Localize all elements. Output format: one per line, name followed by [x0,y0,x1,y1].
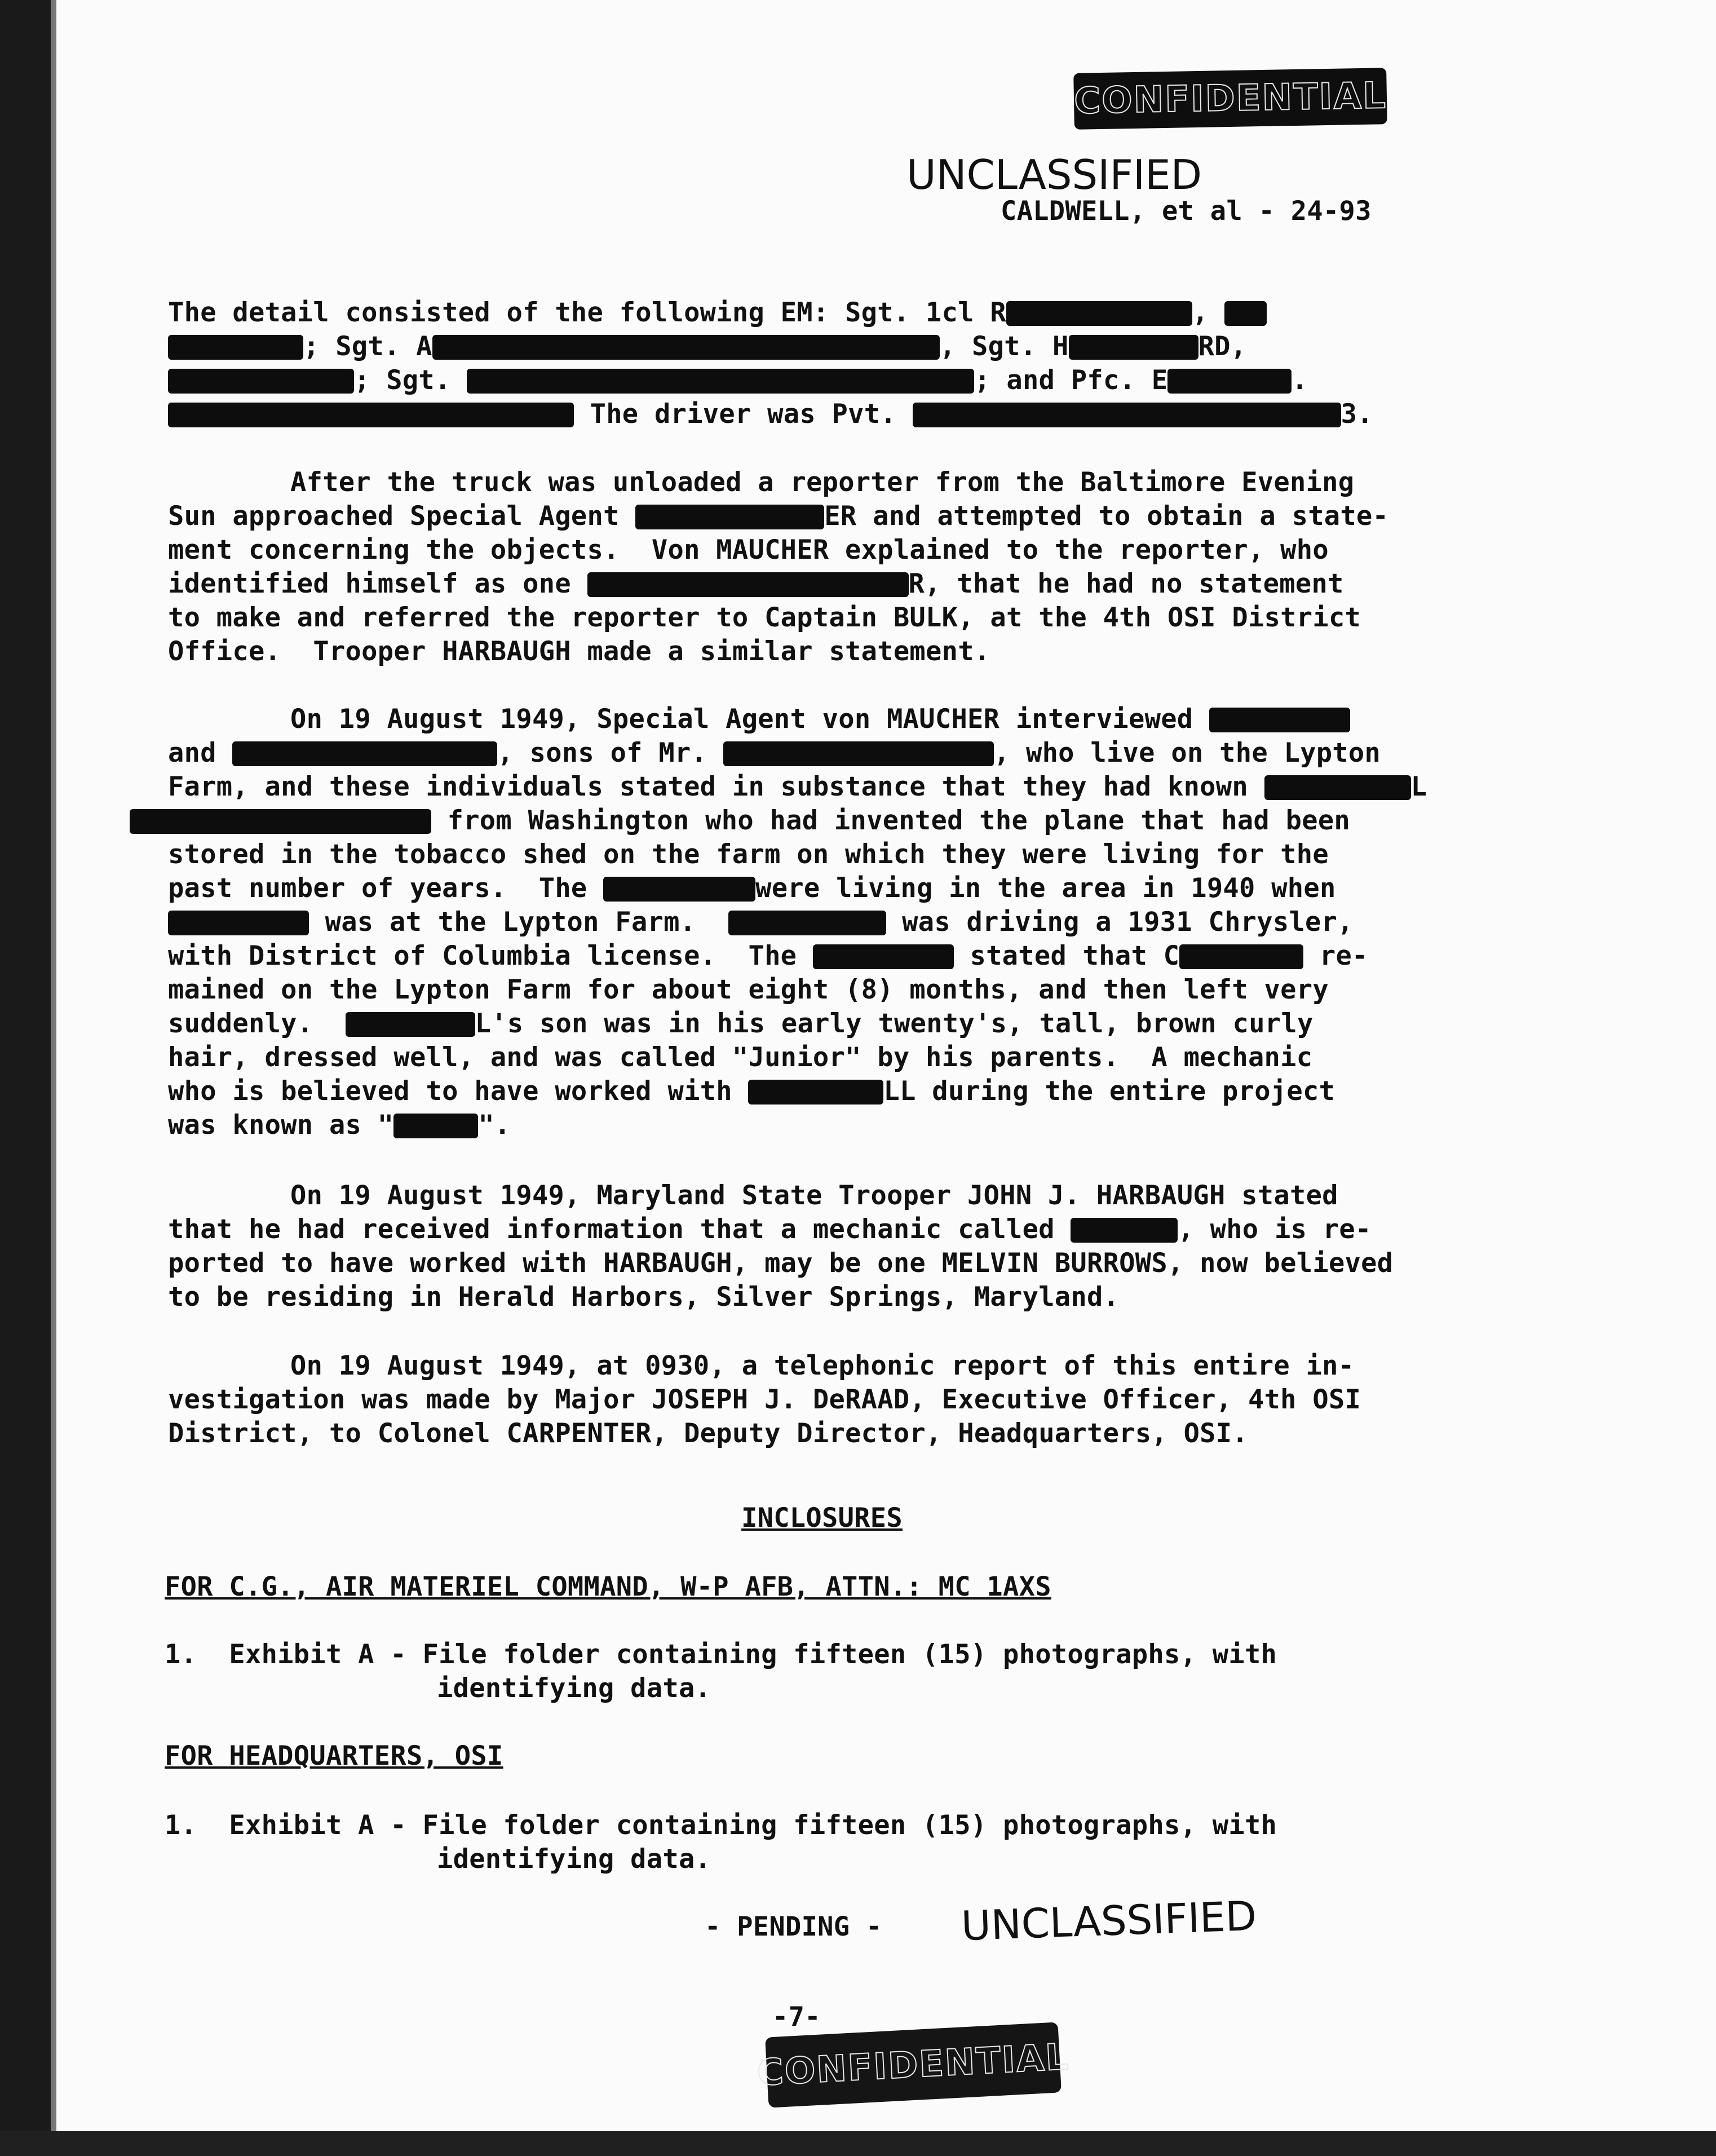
para5-line3: District, to Colonel CARPENTER, Deputy Director, Headquarters, OSI. [168,1418,1248,1449]
para1-text: RD, [1198,331,1247,362]
scan-border-left [0,0,51,2156]
redaction-bar [1264,775,1411,800]
para3-text: LL during the entire project [883,1076,1335,1107]
para1-line2 [168,330,1246,364]
para3-text: ". [478,1110,511,1141]
para3-line11: hair, dressed well, and was called "Junior" by his parents. A mechanic [168,1042,1313,1073]
redaction-bar [432,335,940,360]
inclosures-group2-item-line2: identifying data. [437,1844,711,1875]
para2-line3: ment concerning the objects. Von MAUCHER explained to the reporter, who [168,534,1329,565]
para2-text: Sun approached Special Agent [168,501,620,532]
para3-text: , sons of Mr. [497,737,707,768]
para3-text: were living in the area in 1940 when [755,873,1336,904]
file-reference: CALDWELL, et al - 24-93 [1001,196,1372,227]
redaction-bar [1167,369,1292,394]
redaction-bar [748,1080,883,1104]
para3-text: from Washington who had invented the plane that had been [447,805,1351,836]
unclassified-stamp-top: UNCLASSIFIED [906,151,1202,198]
inclosures-group1-item-line2: identifying data. [437,1673,711,1704]
para3-text: was known as " [168,1110,394,1141]
para3-text: with District of Columbia license. The [168,940,797,971]
para3-text: L [1410,771,1427,802]
para3-text: who is believed to have worked with [168,1076,732,1107]
confidential-stamp-top [1073,68,1387,130]
para3-line5: stored in the tobacco shed on the farm on which they were living for the [168,839,1329,870]
para4-line3: ported to have worked with HARBAUGH, may be one MELVIN BURROWS, now believed [168,1248,1394,1279]
para3-text: Farm, and these individuals stated in substance that they had known [168,771,1248,802]
redaction-bar [393,1114,478,1138]
para3-text: re- [1319,940,1368,971]
para2-line5: to make and referred the reporter to Captain BULK, at the 4th OSI District [168,602,1361,633]
redaction-bar [232,741,497,766]
para3-line3 [168,770,1427,804]
para3-text: stated that C [970,940,1180,971]
para2-line1: After the truck was unloaded a reporter from the Baltimore Evening [290,467,1355,498]
para3-text: was at the Lypton Farm. [325,907,696,938]
para3-text: was driving a 1931 Chrysler, [902,907,1354,938]
para1-line4 [168,397,1373,431]
para1-text: , [1192,297,1209,328]
confidential-stamp-bottom [756,2022,1071,2108]
para1-text: ; Sgt. [354,365,451,396]
para3-line6 [168,872,1336,905]
inclosures-group2-heading: FOR HEADQUARTERS, OSI [165,1740,503,1771]
para1-text: . [1292,365,1308,396]
redaction-bar [603,877,755,902]
para3-line13 [168,1108,511,1142]
redaction-bar [1179,944,1303,969]
para4-text: , who is re- [1178,1214,1372,1245]
para1-text: , Sgt. H [939,331,1069,362]
para5-line1: On 19 August 1949, at 0930, a telephonic report of this entire in- [290,1350,1355,1381]
para2-line2 [168,500,1388,533]
para3-line10 [168,1007,1313,1041]
inclosures-group2-item-line1: 1. Exhibit A - File folder containing fifteen (15) photographs, with [165,1810,1277,1841]
para4-line4: to be residing in Herald Harbors, Silver Springs, Maryland. [168,1282,1120,1313]
para3-line9: mained on the Lypton Farm for about eight (8) months, and then left very [168,974,1329,1005]
para1-text: ; Sgt. A [303,331,432,362]
redaction-bar [346,1012,475,1037]
redaction-bar [728,911,886,935]
redaction-bar [913,403,1341,427]
para3-text: past number of years. The [168,873,587,904]
para2-text: identified himself as one [168,568,571,599]
confidential-stamp-top-text: CONFIDENTIAL [1073,75,1387,122]
para1-text: 3. [1341,399,1373,430]
para3-text: suddenly. [168,1008,313,1039]
para4-line1: On 19 August 1949, Maryland State Trooper JOHN J. HARBAUGH stated [290,1180,1338,1211]
page-number: -7- [772,2002,821,2033]
para1-line3 [168,364,1308,397]
inclosures-group1-heading: FOR C.G., AIR MATERIEL COMMAND, W-P AFB, ATTN.: MC 1AXS [165,1571,1051,1602]
redaction-bar [1071,1218,1178,1243]
para1-text: The driver was Pvt. [590,399,896,430]
redaction-bar [1006,301,1192,326]
para1-text: ; and Pfc. E [974,365,1168,396]
redaction-bar [1069,335,1198,360]
para3-text: L's son was in his early twenty's, tall, brown curly [475,1008,1313,1039]
redaction-bar [168,369,354,394]
inclosures-group1-item-line1: 1. Exhibit A - File folder containing fifteen (15) photographs, with [165,1639,1277,1670]
pending-marker: - PENDING - [705,1911,882,1942]
para3-line1 [290,703,1350,736]
para3-line7 [168,905,1354,939]
redaction-bar [635,505,824,529]
para3-text: and [168,737,216,768]
redaction-bar [587,572,909,597]
confidential-stamp-bottom-text: CONFIDENTIAL [756,2036,1071,2094]
para3-line8 [168,939,1368,973]
redaction-bar [1224,301,1267,326]
para2-text: R, that he had no statement [908,568,1344,599]
para2-line4 [168,567,1344,601]
inclosures-title: INCLOSURES [741,1503,903,1534]
redaction-bar [813,944,954,969]
para3-line4 [130,804,1350,838]
para4-line2 [168,1213,1372,1247]
para5-line2: vestigation was made by Major JOSEPH J. DeRAAD, Executive Officer, 4th OSI [168,1384,1361,1415]
para3-text: On 19 August 1949, Special Agent von MAUCHER interviewed [290,704,1193,735]
redaction-bar [723,741,994,766]
scan-border-bottom [0,2131,1716,2156]
para1-line1 [168,296,1267,330]
redaction-bar [168,911,309,935]
redaction-bar [130,809,431,834]
para3-text: , who live on the Lypton [993,737,1381,768]
para1-text: The detail consisted of the following EM: Sgt. 1cl R [168,297,1007,328]
para2-line6: Office. Trooper HARBAUGH made a similar statement. [168,636,990,667]
redaction-bar [467,369,974,394]
scan-border-left-inner [51,0,56,2156]
unclassified-stamp-bottom: UNCLASSIFIED [960,1892,1258,1950]
redaction-bar [168,335,303,360]
para2-text: ER and attempted to obtain a state- [824,501,1389,532]
para4-text: that he had received information that a mechanic called [168,1214,1055,1245]
redaction-bar [168,403,574,427]
redaction-bar [1209,708,1350,732]
para3-line12 [168,1075,1335,1108]
para3-line2 [168,736,1381,770]
